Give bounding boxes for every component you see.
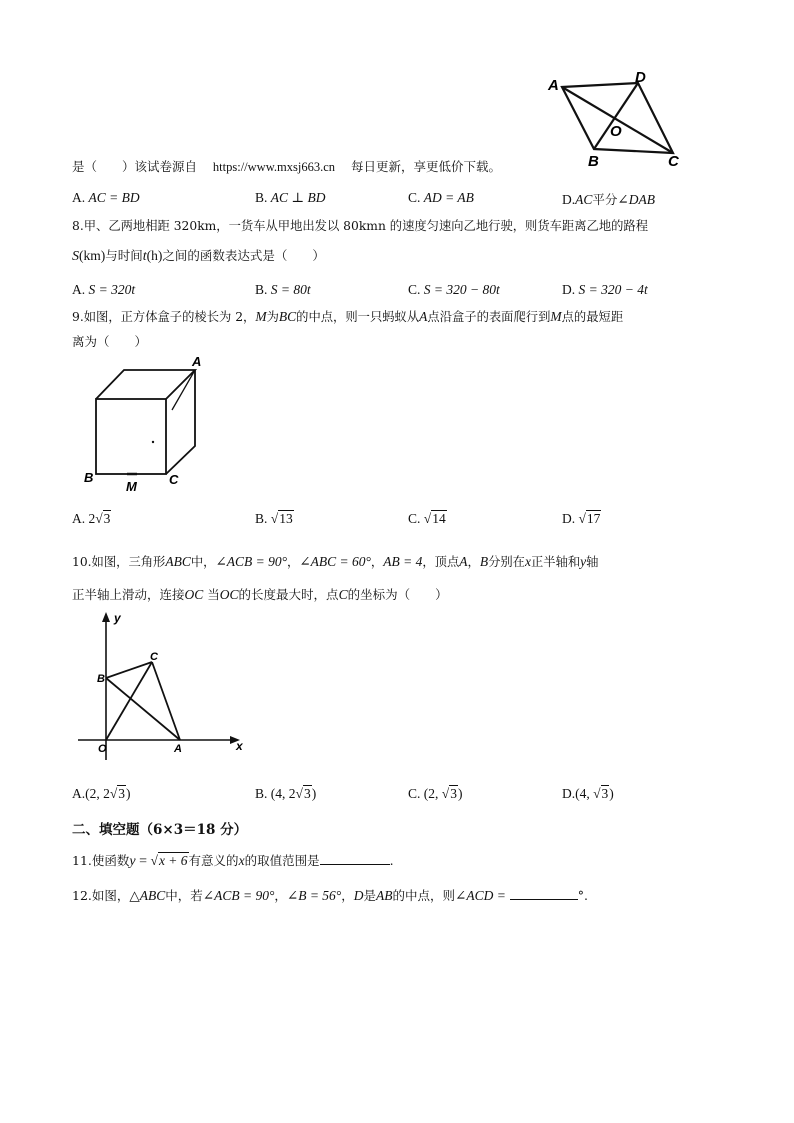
- var-abc: ABC: [165, 554, 191, 569]
- option-expr: AC ⊥ BD: [270, 190, 326, 205]
- option-label: C.: [408, 282, 421, 297]
- sqrt-radicand: 3: [103, 511, 111, 526]
- option-coef: 2: [88, 511, 96, 526]
- comma: ，: [370, 555, 384, 569]
- var-y: y: [580, 554, 587, 569]
- q9-text-2: 为: [266, 310, 279, 324]
- var-x: x: [238, 853, 245, 868]
- var-c: C: [338, 587, 348, 602]
- q10-text-7: 正半轴上滑动，连接: [72, 587, 185, 602]
- sqrt-radicand: 17: [586, 511, 601, 526]
- expr-angle-acb: ∠ACB = 90°: [202, 888, 275, 903]
- var-m: M: [255, 309, 267, 324]
- cube-front-face: [96, 399, 166, 474]
- option-label: B.: [255, 282, 268, 297]
- sqrt-radicand: 3: [118, 786, 126, 801]
- option-expr: S = 80t: [270, 282, 311, 297]
- option-expr: AC = BD: [88, 190, 140, 205]
- q10-text-3: ，顶点: [422, 555, 460, 569]
- var-oc: OC: [184, 587, 204, 602]
- answer-blank[interactable]: [320, 864, 390, 865]
- q7-url: https://www.mxsj663.cn: [212, 160, 336, 174]
- comma: ，: [287, 555, 300, 569]
- q12-text-2: 中，若: [165, 888, 203, 903]
- var-ab: AB: [376, 888, 393, 903]
- q7-option-b[interactable]: [255, 190, 325, 206]
- option-label: B.: [255, 511, 268, 526]
- q12-text-1: 12.如图，: [72, 888, 130, 903]
- q12-text-3: 是: [363, 888, 376, 903]
- option-post: ): [126, 786, 131, 801]
- expr-triangle: △ABC: [129, 888, 166, 903]
- label-c: C: [668, 153, 679, 170]
- var-s: S: [72, 249, 79, 264]
- unit-km: (km): [79, 248, 106, 263]
- q7-option-d[interactable]: [562, 190, 655, 208]
- option-pre: (4,: [575, 786, 594, 801]
- degree-sign: °: [577, 888, 585, 903]
- sqrt-symbol: √14: [423, 511, 446, 526]
- q9-text-1: 9.如图，正方体盒子的棱长为 2，: [72, 310, 256, 324]
- q8-option-b[interactable]: [255, 282, 311, 298]
- option-label: A.: [72, 282, 86, 297]
- sqrt-radicand: 3: [450, 786, 457, 801]
- option-pre: (2,: [423, 786, 442, 801]
- q10-text-1: 10.如图，三角形: [72, 555, 166, 569]
- option-pre: AC: [575, 192, 593, 207]
- comma: ，: [274, 888, 287, 903]
- point-label-o: O: [98, 743, 107, 755]
- q8-option-c[interactable]: [408, 282, 500, 298]
- option-label: B.: [255, 190, 268, 205]
- option-pre: (4, 2: [270, 786, 296, 801]
- q11-text-1: 11.使函数: [72, 853, 130, 868]
- q9-option-d[interactable]: [562, 511, 601, 527]
- small-dot: [152, 441, 154, 443]
- option-post: ): [457, 786, 463, 801]
- option-label: C.: [408, 190, 421, 205]
- axis-label-x: x: [236, 739, 243, 753]
- sqrt-radicand: 14: [432, 511, 446, 526]
- q10-option-c[interactable]: [408, 786, 462, 802]
- option-expr: S = 320 − 80t: [423, 282, 500, 297]
- equals-sign: =: [135, 854, 151, 869]
- var-a: A: [419, 309, 428, 324]
- q9-option-b[interactable]: [255, 511, 294, 527]
- y-axis-arrow: [102, 612, 110, 622]
- q7-stem-end: 每日更新，享更低价下载。: [350, 159, 501, 174]
- q7-stem-start: 是（ ）该试卷源自: [72, 159, 198, 174]
- q7-option-a[interactable]: [72, 190, 140, 206]
- q10-text-10: 的坐标为（ ）: [347, 587, 448, 602]
- q11-stem: [72, 851, 394, 870]
- option-label: C.: [408, 511, 421, 526]
- label-a: A: [548, 77, 559, 94]
- option-expr: AD = AB: [423, 190, 474, 205]
- q10-option-b[interactable]: [255, 786, 316, 802]
- option-label: D.: [562, 282, 576, 297]
- sqrt-symbol: √13: [270, 511, 293, 526]
- sqrt-radicand: x + 6: [158, 853, 188, 868]
- option-post: ): [609, 786, 614, 801]
- option-label: A.: [72, 786, 86, 801]
- q9-stem-line2: 离为（ ）: [72, 334, 148, 349]
- q9-text-5: 点的最短距: [561, 310, 624, 324]
- sqrt-symbol: √17: [578, 511, 601, 526]
- q10-text-4: 分别在: [488, 555, 525, 569]
- sqrt-radicand: 13: [279, 511, 293, 526]
- point-label-a: A: [174, 743, 182, 755]
- var-y: y: [129, 854, 136, 869]
- option-expr: S = 320 − 4t: [578, 282, 648, 297]
- option-expr: S = 320t: [88, 282, 136, 297]
- option-label: A.: [72, 511, 86, 526]
- var-t: t: [142, 249, 147, 264]
- q8-option-a[interactable]: [72, 282, 135, 298]
- expr-angle-acb: ∠ACB = 90°: [215, 554, 288, 569]
- expr-angle-acd: ∠ACD =: [455, 888, 506, 903]
- q7-stem: [72, 157, 501, 175]
- option-label: A.: [72, 190, 86, 205]
- comma: ，: [341, 888, 354, 903]
- var-m2: M: [550, 309, 562, 324]
- var-d: D: [353, 888, 364, 903]
- cube-label-m: M: [126, 479, 137, 494]
- q9-text-4: 点沿盒子的表面爬行到: [427, 310, 551, 324]
- q10-option-d[interactable]: [562, 786, 614, 802]
- label-o: O: [610, 123, 622, 140]
- q12-stem: [72, 886, 588, 904]
- var-oc2: OC: [219, 587, 239, 602]
- coordinate-figure: [74, 610, 254, 770]
- q11-end: .: [389, 853, 394, 868]
- cube-figure: [80, 352, 210, 494]
- answer-blank[interactable]: [510, 899, 578, 900]
- cube-label-b: B: [84, 470, 94, 485]
- q10-stem-line2: [72, 585, 448, 603]
- rhombus-figure: [540, 70, 690, 170]
- label-d: D: [635, 70, 646, 86]
- label-b: B: [588, 153, 599, 170]
- option-label: B.: [255, 786, 268, 801]
- sqrt-symbol: √3: [593, 786, 609, 801]
- sqrt-radicand: 3: [601, 786, 609, 801]
- comma: ，: [467, 555, 480, 569]
- q10-text-6: 轴: [586, 555, 599, 569]
- segment-oc: [106, 662, 152, 740]
- var-a: A: [459, 554, 468, 569]
- q11-text-2: 有意义的: [188, 853, 239, 868]
- cube-label-a: A: [192, 354, 202, 369]
- var-b: B: [479, 554, 489, 569]
- option-pre: (2, 2: [85, 786, 110, 801]
- section-heading-fill-in: 二、填空题（6×3＝18 分）: [72, 822, 248, 838]
- var-x: x: [524, 554, 531, 569]
- option-label: D.: [562, 786, 576, 801]
- q8-stem-line1: 8.甲、乙两地相距 320km，一货车从甲地出发以 80kmn 的速度匀速向乙地行驶，则货车距离乙地的路程: [72, 219, 649, 233]
- q9-text-3: 的中点，则一只蚂蚁从: [296, 310, 420, 324]
- sqrt-symbol: √3: [95, 511, 111, 526]
- axis-label-y: y: [114, 611, 121, 625]
- q10-text-2: 中，: [190, 555, 216, 569]
- q8-end: 之间的函数表达式是（ ）: [162, 248, 325, 263]
- q10-text-8: 当: [207, 587, 220, 602]
- unit-h: (h): [146, 248, 163, 263]
- q11-text-3: 的取值范围是: [244, 853, 320, 868]
- q8-option-d[interactable]: [562, 282, 648, 298]
- q8-stem-line2: [72, 246, 325, 265]
- expr-angle-b: ∠B = 56°: [286, 888, 342, 903]
- sqrt-symbol: √3: [295, 786, 311, 801]
- point-label-b: B: [97, 673, 105, 685]
- q10-text-9: 的长度最大时，点: [238, 587, 339, 602]
- sqrt-symbol: √3: [109, 786, 126, 801]
- q12-end: .: [584, 888, 589, 903]
- sqrt-symbol: √x + 6: [150, 853, 188, 868]
- q10-text-5: 正半轴和: [530, 555, 581, 569]
- option-expr: ∠DAB: [617, 192, 655, 207]
- q8-mid: 与时间: [105, 248, 143, 263]
- q10-stem-line1: [72, 552, 598, 570]
- point-label-c: C: [150, 651, 158, 663]
- cube-label-c: C: [169, 472, 179, 487]
- q12-text-4: 的中点，则: [392, 888, 456, 903]
- segment-bc: [106, 662, 152, 678]
- option-mid: 平分: [592, 192, 618, 207]
- option-label: D.: [562, 511, 576, 526]
- expr-angle-abc: ∠ABC = 60°: [299, 554, 371, 569]
- option-post: ): [311, 786, 317, 801]
- var-bc: BC: [278, 309, 297, 324]
- sqrt-radicand: 3: [303, 786, 311, 801]
- expr-ab: AB = 4: [383, 554, 423, 569]
- q7-option-c[interactable]: [408, 190, 474, 206]
- option-label: D.: [562, 192, 576, 207]
- q10-option-a[interactable]: [72, 786, 131, 802]
- q9-option-c[interactable]: [408, 511, 447, 527]
- q9-option-a[interactable]: [72, 511, 111, 527]
- option-label: C.: [408, 786, 421, 801]
- sqrt-symbol: √3: [441, 786, 457, 801]
- q9-stem-line1: [72, 307, 623, 325]
